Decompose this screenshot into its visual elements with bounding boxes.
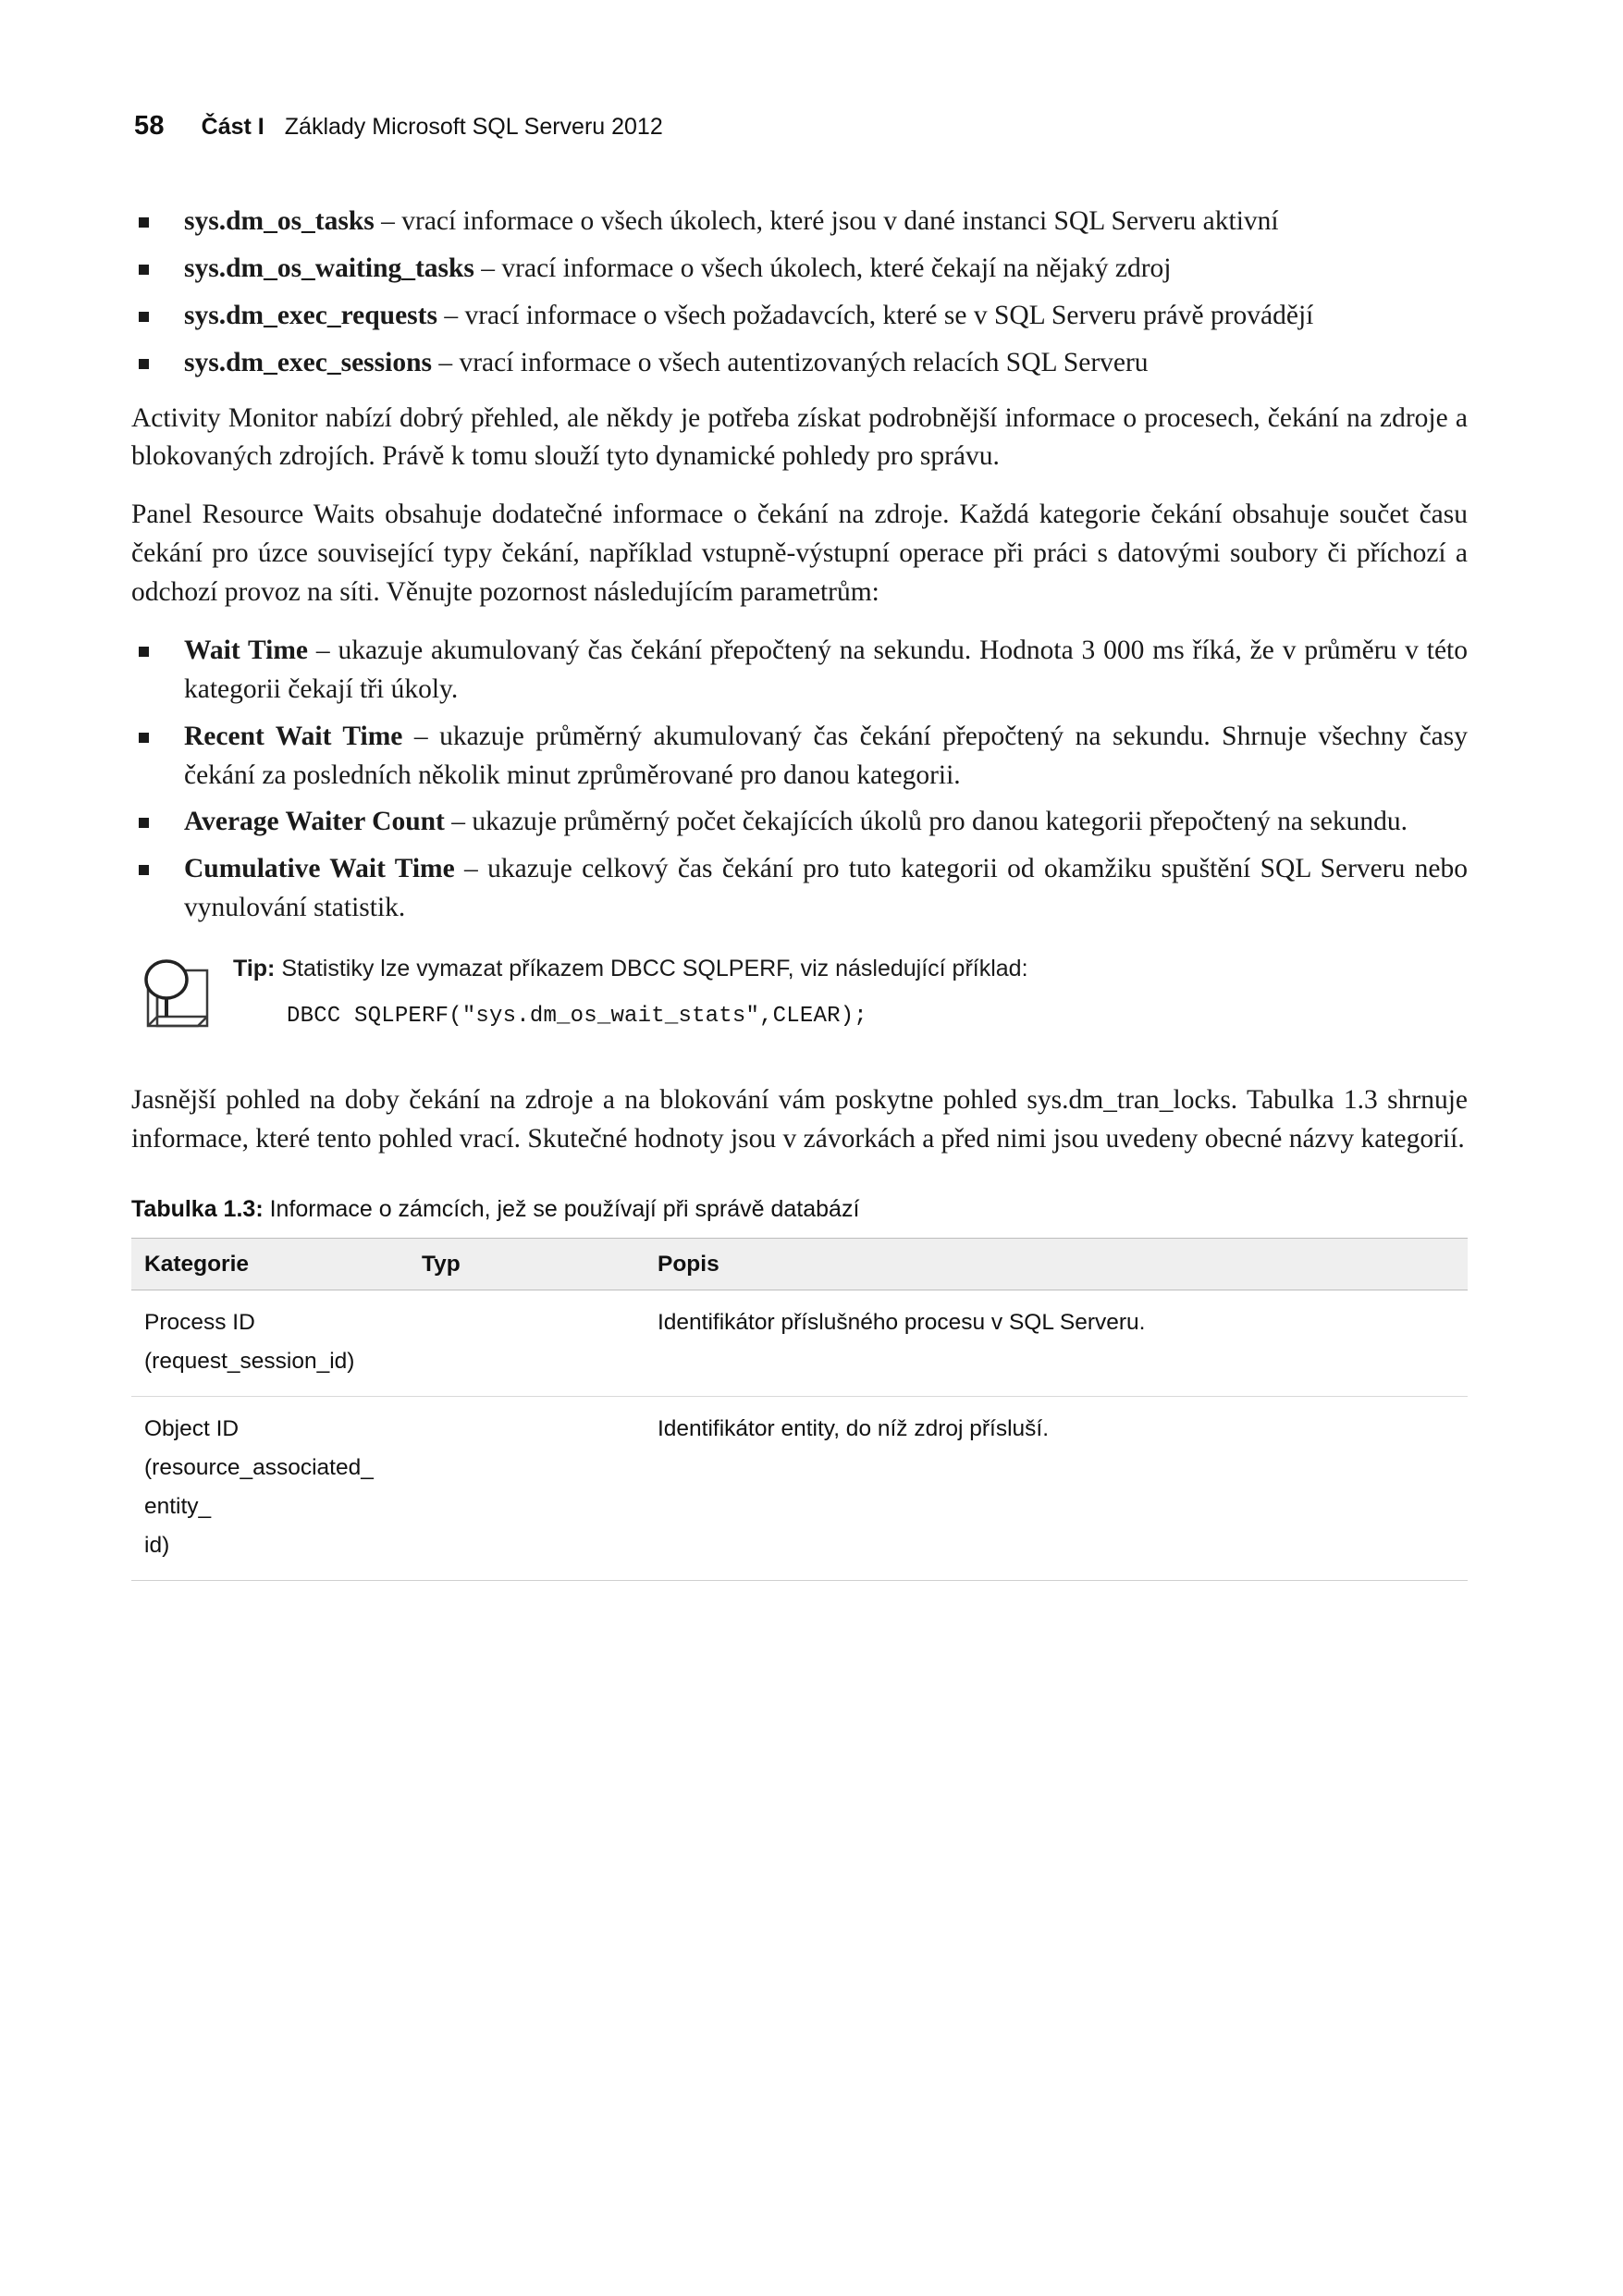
list-item-term: sys.dm_exec_sessions (184, 347, 432, 377)
list-item-term: Average Waiter Count (184, 807, 445, 837)
tip-label: Tip: (233, 956, 276, 981)
list-item-text: – ukazuje průměrný akumulovaný čas čekání přepočtený na sekundu. Shrnuje všechny časy čekání za posledních několik minut zprůměrované pro danou kategorii. (184, 721, 1468, 790)
table-caption-text: Informace o zámcích, jež se používají při správě databází (263, 1195, 860, 1222)
cell-popis (645, 1290, 1468, 1396)
list-item (131, 203, 1468, 241)
page-number: 58 (134, 111, 165, 141)
bullet-icon (139, 359, 149, 369)
cell-line: (request_session_id) (144, 1348, 355, 1374)
locks-info-table (131, 1238, 1468, 1581)
bullet-icon (139, 312, 149, 322)
bullet-icon (139, 265, 149, 275)
bullet-icon (139, 217, 149, 228)
dmv-list (131, 203, 1468, 383)
list-item-term: Cumulative Wait Time (184, 854, 455, 884)
part-label: Část I (201, 114, 264, 140)
cell-line: (resource_associated_ (144, 1454, 374, 1480)
list-item-text: – vrací informace o všech autentizovaných relacích SQL Serveru (431, 347, 1149, 377)
bullet-icon (139, 818, 149, 828)
paragraph-resource-waits: Panel Resource Waits obsahuje dodatečné informace o čekání na zdroje. Každá kategorie čekání obsahuje součet času čekání pro úzce související typy čekání, například vstupně-výstupní operace při práci s datovými soubory či příchozí a odchozí provoz na síti. Věnujte pozornost následujícím parametrům: (131, 500, 1468, 607)
list-item-text: – vrací informace o všech úkolech, které čekají na nějaký zdroj (473, 253, 1172, 283)
table-caption (131, 1196, 1468, 1223)
cell-line: Identifikátor příslušného procesu v SQL Serveru. (658, 1309, 1146, 1335)
list-item-text: – ukazuje průměrný počet čekajících úkolů pro danou kategorii přepočtený na sekundu. (444, 807, 1408, 837)
column-header-kategorie: Kategorie (131, 1238, 409, 1290)
list-item (131, 803, 1468, 842)
list-item-text: – ukazuje celkový čas čekání pro tuto kategorii od okamžiku spuštění SQL Serveru nebo vynulování statistik. (184, 854, 1468, 923)
list-item-term: Recent Wait Time (184, 721, 403, 751)
list-item-term: sys.dm_exec_requests (184, 300, 437, 330)
list-item (131, 850, 1468, 928)
table-row (131, 1290, 1468, 1396)
tip-text (233, 954, 1468, 985)
cell-line: Process ID (144, 1309, 255, 1335)
column-header-typ: Typ (409, 1238, 645, 1290)
cell-line: Identifikátor entity, do níž zdroj přísluší. (658, 1415, 1050, 1441)
table-row (131, 1396, 1468, 1580)
paragraph-activity-monitor: Activity Monitor nabízí dobrý přehled, ale někdy je potřeba získat podrobnější informace o procesech, čekání na zdroje a blokovaných zdrojích. Právě k tomu slouží tyto dynamické pohledy pro správu. (131, 402, 1468, 472)
list-item-term: Wait Time (184, 635, 308, 665)
list-item-term: sys.dm_os_tasks (184, 206, 375, 236)
bullet-icon (139, 733, 149, 743)
cell-popis (645, 1396, 1468, 1580)
list-item-text: – vrací informace o všech úkolech, které jsou v dané instanci SQL Serveru aktivní (374, 206, 1279, 236)
cell-kategorie (131, 1290, 409, 1396)
book-title: Základy Microsoft SQL Serveru 2012 (284, 114, 663, 140)
table-caption-label: Tabulka 1.3: (131, 1195, 264, 1222)
running-head (134, 111, 1468, 142)
parameters-list (131, 632, 1468, 928)
list-item (131, 718, 1468, 796)
paragraph-tran-locks: Jasnější pohled na doby čekání na zdroje a na blokování vám poskytne pohled sys.dm_tran_locks. Tabulka 1.3 shrnuje informace, které tento pohled vrací. Skutečné hodnoty jsou v závorkách a před nimi jsou uvedeny obecné názvy kategorií. (131, 1085, 1468, 1154)
cell-kategorie (131, 1396, 409, 1580)
list-item-text: – vrací informace o všech požadavcích, které se v SQL Serveru právě provádějí (436, 300, 1314, 330)
tip-body: Statistiky lze vymazat příkazem DBCC SQLPERF, viz následující příklad: (275, 956, 1028, 981)
column-header-popis: Popis (645, 1238, 1468, 1290)
cell-typ (409, 1396, 645, 1580)
cell-line: id) (144, 1532, 170, 1558)
cell-typ (409, 1290, 645, 1396)
list-item (131, 344, 1468, 383)
table-header-row (131, 1238, 1468, 1290)
list-item (131, 632, 1468, 710)
list-item (131, 297, 1468, 336)
list-item (131, 250, 1468, 289)
tip-code-sample: DBCC SQLPERF("sys.dm_os_wait_stats",CLEAR); (287, 1003, 867, 1029)
magnifier-note-icon (139, 950, 216, 1033)
list-item-term: sys.dm_os_waiting_tasks (184, 253, 474, 283)
cell-line: entity_ (144, 1493, 212, 1519)
list-item-text: – ukazuje akumulovaný čas čekání přepočtený na sekundu. Hodnota 3 000 ms říká, že v průměru v této kategorii čekají tři úkoly. (184, 635, 1468, 704)
cell-line: Object ID (144, 1415, 240, 1441)
tip-box (131, 954, 1468, 1061)
bullet-icon (139, 865, 149, 875)
bullet-icon (139, 647, 149, 657)
